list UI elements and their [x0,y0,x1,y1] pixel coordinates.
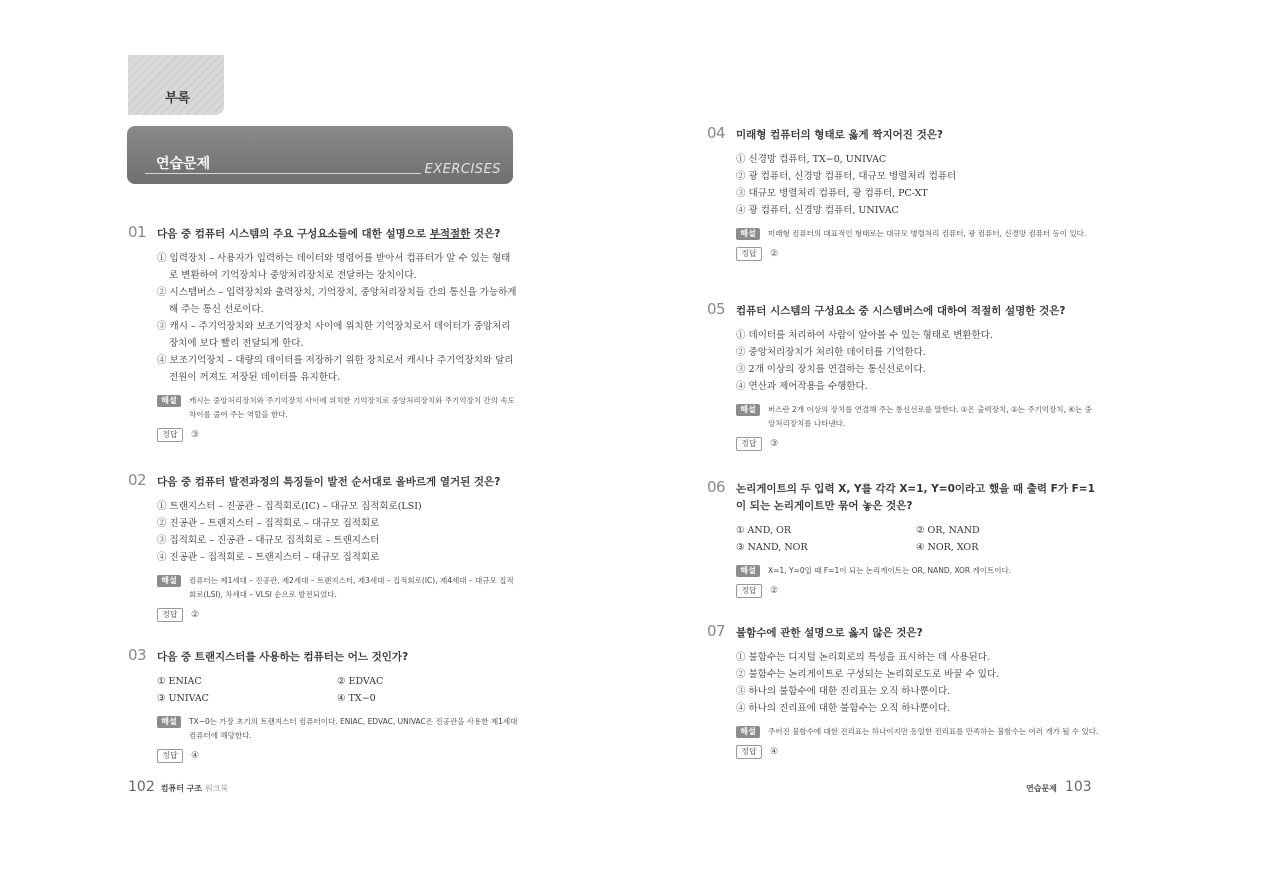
question-04 [707,124,1099,261]
option: ① 데이터를 처리하여 사람이 알아볼 수 있는 형태로 변환한다. [736,330,993,341]
answer-value: ② [770,249,779,259]
answer [736,247,1099,261]
explanation-badge: 해설 [157,575,181,587]
page-number: 103 [1064,779,1092,795]
options-list [736,151,1099,219]
explanation-text: 컴퓨터는 제1세대 – 진공관, 제2세대 – 트랜지스터, 제3세대 – 집적회로(IC), 제4세대 – 대규모 집적회로(LSI), 차세대 – VLSI 순으로 발전되었다. [189,576,514,599]
answer [736,745,1099,759]
section-title: 연습문제 [156,156,211,172]
option: ① 입력장치 – 사용자가 입력하는 데이터와 명령어를 받아서 컴퓨터가 알 수 있는 형태로 변환하여 기억장치나 중앙처리장치로 전달하는 장치이다. [157,253,511,281]
explanation-text: 미래형 컴퓨터의 대표적인 형태로는 대규모 병렬처리 컴퓨터, 광 컴퓨터, 신경망 컴퓨터 등이 있다. [768,229,1087,238]
answer-value: ③ [191,430,200,440]
banner-rule [145,173,421,174]
question-stem: 다음 중 컴퓨터 발전과정의 특징들이 발전 순서대로 올바르게 열거된 것은? [157,476,501,488]
option: ② OR, NAND [916,525,980,536]
option: ② EDVAC [337,676,384,687]
question-02 [128,471,518,622]
explanation [157,394,518,422]
option: ② 불함수는 논리게이트로 구성되는 논리회로도로 바꿀 수 있다. [736,669,1000,680]
options-grid [736,522,1099,556]
option: ① 트랜지스터 – 진공관 – 집적회로(IC) – 대규모 집적회로(LSI) [157,501,422,512]
options-grid [157,673,518,707]
options-list [157,250,518,386]
answer-value: ② [191,610,200,620]
options-list [157,498,518,566]
explanation-badge: 해설 [736,228,760,240]
answer-value: ③ [770,439,779,449]
option: ④ 진공관 – 집적회로 – 트랜지스터 – 대규모 집적회로 [157,552,380,563]
explanation-badge: 해설 [157,395,181,407]
option: ③ 하나의 불함수에 대한 진리표는 오직 하나뿐이다. [736,686,951,697]
question-01 [128,223,518,442]
left-footer [128,779,228,795]
right-page [631,0,1262,892]
options-list [736,649,1099,717]
answer [157,749,518,763]
appendix-tab [128,55,224,115]
answer-badge: 정답 [157,749,183,763]
answer-badge: 정답 [736,745,762,759]
explanation [736,564,1099,578]
explanation [157,574,518,602]
option: ③ NAND, NOR [736,542,808,553]
explanation-text: TX−0는 가장 초기의 트랜지스터 컴퓨터이다. ENIAC, EDVAC, UNIVAC은 진공관을 사용한 제1세대 컴퓨터에 해당한다. [189,717,518,740]
page-number: 102 [128,779,155,795]
answer-badge: 정답 [157,428,183,442]
answer-value: ④ [770,747,779,757]
option: ① 신경망 컴퓨터, TX−0, UNIVAC [736,154,887,165]
explanation [157,715,518,743]
option: ③ UNIVAC [157,693,209,704]
explanation-badge: 해설 [736,726,760,738]
question-stem: 컴퓨터 시스템의 구성요소 중 시스템버스에 대하여 적절히 설명한 것은? [736,305,1066,317]
question-05 [707,300,1099,451]
question-number: 03 [128,646,147,664]
question-number: 07 [707,622,726,640]
option: ③ 대규모 병렬처리 컴퓨터, 광 컴퓨터, PC-XT [736,188,928,199]
answer-badge: 정답 [736,437,762,451]
option: ③ 2개 이상의 장치를 연결하는 통신선로이다. [736,364,926,375]
question-number: 04 [707,124,726,142]
book-title: 컴퓨터 구조 워크북 [160,784,229,793]
explanation [736,403,1099,431]
option: ④ 보조기억장치 – 대량의 데이터를 저장하기 위한 장치로서 캐시나 주기억장치와 달리 전원이 꺼져도 저장된 데이터를 유지한다. [157,355,514,383]
question-stem: 다음 중 컴퓨터 시스템의 주요 구성요소들에 대한 설명으로 부적절한 것은? [157,228,501,240]
option: ② 광 컴퓨터, 신경망 컴퓨터, 대규모 병렬처리 컴퓨터 [736,171,957,182]
option: ④ NOR, XOR [916,542,979,553]
answer [736,584,1099,598]
answer [157,428,518,442]
question-stem: 미래형 컴퓨터의 형태로 옳게 짝지어진 것은? [736,129,943,141]
question-stem: 다음 중 트랜지스터를 사용하는 컴퓨터는 어느 것인가? [157,651,409,663]
explanation-text: 캐시는 중앙처리장치와 주기억장치 사이에 위치한 기억장치로 중앙처리장치와 주기억장치 간의 속도 차이를 줄여 주는 역할을 한다. [189,396,515,419]
answer-badge: 정답 [157,608,183,622]
question-03 [128,646,518,763]
option: ① 불함수는 디지털 논리회로의 특성을 표시하는 데 사용된다. [736,652,990,663]
question-stem: 논리게이트의 두 입력 X, Y를 각각 X=1, Y=0이라고 했을 때 출력 F가 F=1이 되는 논리게이트만 묶어 놓은 것은? [736,483,1095,512]
option: ④ 연산과 제어작용을 수행한다. [736,381,868,392]
answer-value: ④ [191,751,200,761]
explanation-text: 버스란 2개 이상의 장치를 연결해 주는 통신선로를 말한다. ①은 출력장치, ②는 주기억장치, ④는 중앙처리장치를 나타낸다. [768,405,1092,428]
question-stem: 불함수에 관한 설명으로 옳지 않은 것은? [736,627,923,639]
answer [157,608,518,622]
answer [736,437,1099,451]
option: ④ 광 컴퓨터, 신경망 컴퓨터, UNIVAC [736,205,899,216]
question-number: 06 [707,478,726,496]
option: ① ENIAC [157,676,202,687]
option: ① AND, OR [736,525,791,536]
option: ② 진공관 – 트랜지스터 – 집적회로 – 대규모 집적회로 [157,518,380,529]
question-06 [707,478,1099,598]
option: ② 시스템버스 – 입력장치와 출력장치, 기억장치, 중앙처리장치들 간의 통신을 가능하게 해 주는 통신 선로이다. [157,287,517,315]
section-banner [127,126,513,184]
answer-value: ② [770,586,779,596]
answer-badge: 정답 [736,584,762,598]
explanation [736,227,1099,241]
question-07 [707,622,1099,759]
explanation [736,725,1099,739]
option: ③ 캐시 – 주기억장치와 보조기억장치 사이에 위치한 기억장치로서 데이터가 중앙처리장치에 보다 빨리 전달되게 한다. [157,321,511,349]
chapter-title: 연습문제 [1026,784,1057,793]
explanation-text: X=1, Y=0일 때 F=1이 되는 논리게이트는 OR, NAND, XOR 게이트이다. [768,566,1012,575]
answer-badge: 정답 [736,247,762,261]
question-number: 05 [707,300,726,318]
option: ④ 하나의 진리표에 대한 불함수는 오직 하나뿐이다. [736,703,951,714]
right-footer [1026,779,1092,795]
options-list [736,327,1099,395]
appendix-label: 부록 [165,91,191,106]
explanation-badge: 해설 [157,716,181,728]
question-number: 02 [128,471,147,489]
explanation-text: 주어진 불함수에 대한 진리표는 하나이지만 동일한 진리표를 만족하는 불함수는 여러 개가 될 수 있다. [768,727,1099,736]
option: ② 중앙처리장치가 처리한 데이터를 기억한다. [736,347,926,358]
question-number: 01 [128,223,147,241]
explanation-badge: 해설 [736,565,760,577]
explanation-badge: 해설 [736,404,760,416]
option: ③ 집적회로 – 진공관 – 대규모 집적회로 – 트랜지스터 [157,535,380,546]
option: ④ TX−0 [337,693,376,704]
section-title-en: EXERCISES [424,162,501,177]
